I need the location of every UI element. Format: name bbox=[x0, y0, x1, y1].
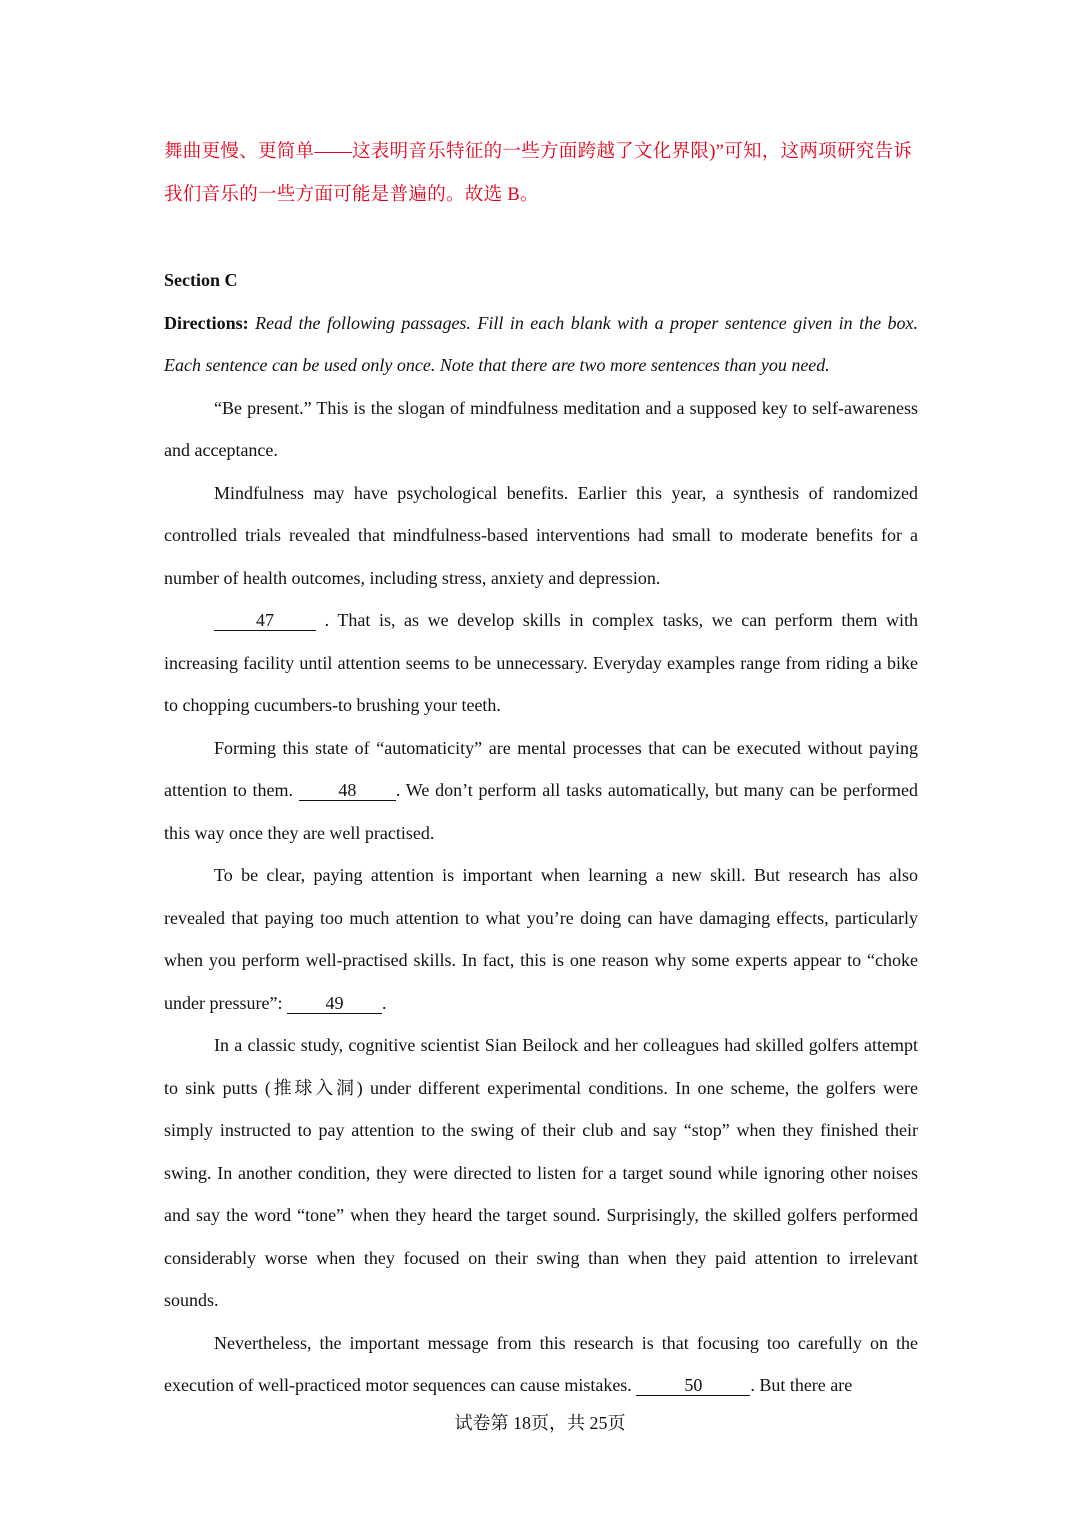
blank-49[interactable]: 49 bbox=[287, 993, 382, 1014]
page-content bbox=[164, 131, 918, 1407]
answer-explanation-line-1: 舞曲更慢、更简单——这表明音乐特征的一些方面跨越了文化界限)”可知，这两项研究告诉 bbox=[164, 142, 913, 162]
paragraph-5-text-before: To be clear, paying attention is important when learning a new skill. But research has also revealed that paying too much attention to what you’re doing can have damaging effects, particularly when you perform well-practised skills. In fact, this is one reason why some experts appear to “choke under pressure”: bbox=[164, 865, 918, 1013]
paragraph-7-text-after: . But there are bbox=[750, 1375, 853, 1395]
passage-paragraph-4 bbox=[164, 727, 918, 855]
paragraph-7-text-before: Nevertheless, the important message from this research is that focusing too carefully on the execution of well-practiced motor sequences can cause mistakes. bbox=[164, 1332, 918, 1395]
passage-paragraph-7 bbox=[164, 1322, 918, 1407]
paragraph-5-text-after: . bbox=[381, 992, 387, 1013]
passage-paragraph-6: In a classic study, cognitive scientist Sian Beilock and her colleagues had skilled golfers attempt to sink putts (推球入洞) under different experimental conditions. In one scheme, the golfers were simply instructed to pay attention to the swing of their club and say “stop” when they finished their swing. In another condition, they were directed to listen for a target sound while ignoring other noises and say the word “tone” when they heard the target sound. Surprisingly, the skilled golfers performed considerably worse when they focused on their swing than when they paid attention to irrelevant sounds. bbox=[164, 1035, 918, 1310]
passage-paragraph-5 bbox=[164, 854, 918, 1024]
passage-paragraph-2: Mindfulness may have psychological benefits. Earlier this year, a synthesis of randomized controlled trials revealed that mindfulness-based interventions had small to moderate benefits for a number of health outcomes, including stress, anxiety and depression. bbox=[164, 482, 918, 588]
spacer bbox=[164, 216, 918, 259]
passage-paragraph-3 bbox=[164, 599, 918, 727]
directions-text: Read the following passages. Fill in each blank with a proper sentence given in the box. Each sentence can be used only once. Note that there are two more sentences than you need. bbox=[164, 312, 919, 375]
directions bbox=[164, 302, 918, 387]
paragraph-3-text: . That is, as we develop skills in complex tasks, we can perform them with increasing facility until attention seems to be unnecessary. Everyday examples range from riding a bike to chopping cucumbers-to brushing your teeth. bbox=[164, 610, 918, 715]
passage-paragraph-1: “Be present.” This is the slogan of mindfulness meditation and a supposed key to self-awareness and acceptance. bbox=[164, 397, 918, 460]
blank-47[interactable]: 47 bbox=[214, 610, 316, 631]
paragraph-4-text-after: . We don’t perform all tasks automatically, but many can be performed this way once they are well practised. bbox=[164, 780, 918, 843]
blank-50[interactable]: 50 bbox=[636, 1375, 750, 1396]
blank-48[interactable]: 48 bbox=[299, 780, 396, 801]
paragraph-4-text-before: Forming this state of “automaticity” are mental processes that can be executed without paying attention to them. bbox=[164, 737, 918, 800]
page-footer: 试卷第 18页，共 25页 bbox=[454, 1413, 626, 1433]
directions-label: Directions: bbox=[164, 312, 249, 333]
answer-explanation-line-2: 我们音乐的一些方面可能是普遍的。故选 B。 bbox=[164, 184, 539, 205]
section-title: Section C bbox=[164, 270, 238, 290]
